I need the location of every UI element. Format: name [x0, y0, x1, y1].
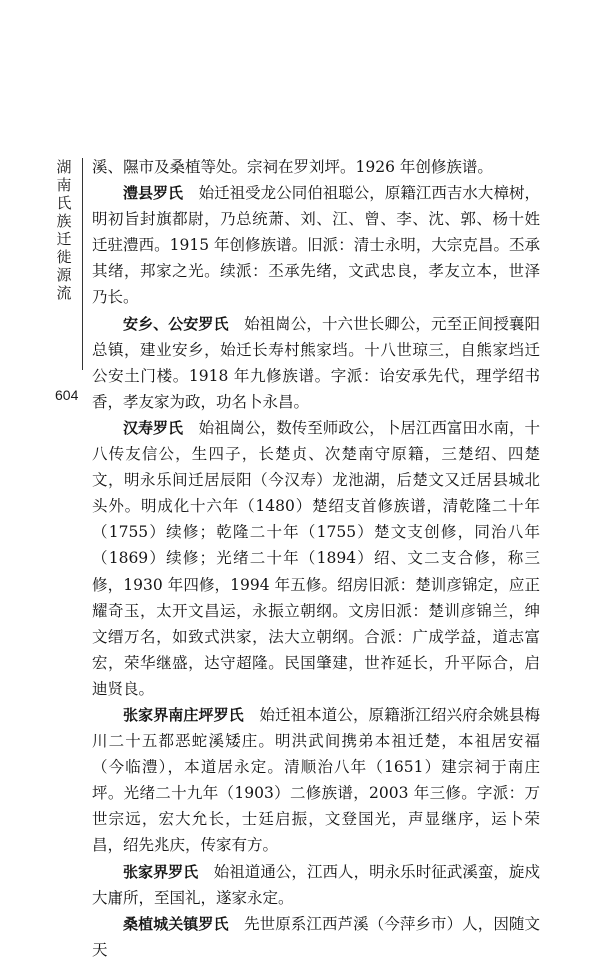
paragraph-text: 先世原系江西芦溪（今萍乡市）人，因随文天: [92, 914, 540, 959]
clan-heading: 张家界南庄坪罗氏: [123, 705, 244, 724]
paragraph-continuation: [92, 154, 540, 180]
clan-entry-anxiang-gongan: [92, 311, 540, 415]
paragraph-text: 溪、隰市及桑植等处。宗祠在罗刘坪。1926 年创修族谱。: [92, 158, 493, 176]
clan-entry-lixian: [92, 180, 540, 310]
clan-entry-sangzhi: [92, 911, 540, 963]
paragraph-text: 始祖崗公，数传至师政公，卜居江西富田水南，十八传友信公，生四子，长楚贞、次楚南守原籍，三楚绍、四楚文，明永乐间迁居辰阳（今汉寿）龙池湖，后楚文又迁居县城北头外。明成化十六年（1480）楚绍支首修族谱，清乾隆二十年（1755）续修；乾隆二十年（1755）楚文支创修，同治八年（1869）续修；光绪二十年（1894）绍、文二支合修，称三修，1930 年四修，1994 年五修。绍房旧派：楚训彦锦定，应正耀奇玉，太开文昌运，永振立朝纲。文房旧派：楚训彦锦兰，绅文缙万名，如致式洪家，法大立朝纲。合派：广成学益，道志富宏，荣华继盛，达守超隆。民国肇建，世祚延长，升平际合，启迪贤良。: [92, 418, 540, 698]
clan-heading: 安乡、公安罗氏: [123, 314, 229, 333]
paragraph-text: 始祖道通公，江西人，明永乐时征武溪蛮，旋戍大庸所，至国礼，遂家永定。: [92, 862, 540, 907]
clan-entry-zhangjiajie: [92, 859, 540, 911]
clan-heading: 张家界罗氏: [123, 862, 199, 881]
clan-entry-zhangjiajie-nanzhuangping: [92, 702, 540, 859]
margin-divider: [82, 158, 83, 370]
page-number: 604: [55, 387, 79, 403]
clan-heading: 桑植城关镇罗氏: [123, 914, 229, 933]
running-title: 湖南氏族迁徙源流: [56, 158, 72, 302]
paragraph-text: 始迁祖本道公，原籍浙江绍兴府余姚县梅川二十五都恶蛇溪矮庄。明洪武间携弟本祖迁楚，本祖居安福（今临澧），本道居永定。清顺治八年（1651）建宗祠于南庄坪。光绪二十九年（1903）二修族谱，2003 年三修。字派：万世宗远，宏大允长，士廷启振，文登国光，声显继序，运卜荣昌，绍先兆庆，传家有方。: [92, 705, 540, 855]
paragraph-text: 始迁祖受龙公同伯祖聪公，原籍江西吉水大樟树，明初旨封旗都尉，乃总统萧、刘、江、曾、李、沈、郭、杨十姓迁驻澧西。1915 年创修族谱。旧派：清士永明，大宗克昌。丕承其绪，邦家之光。续派：丕承先绪，文武忠良，孝友立本，世泽乃长。: [92, 184, 540, 307]
body-text: [92, 154, 540, 963]
clan-entry-hanshou: [92, 415, 540, 702]
paragraph-text: 始祖崗公，十六世长卿公，元至正间授襄阳总镇，建业安乡，始迁长寿村熊家垱。十八世琼三，自熊家垱迁公安土门楼。1918 年九修族谱。字派：诒安承先代，理学绍书香，孝友家为政，功名卜永昌。: [92, 314, 540, 411]
clan-heading: 澧县罗氏: [123, 184, 184, 203]
clan-heading: 汉寿罗氏: [123, 418, 184, 437]
